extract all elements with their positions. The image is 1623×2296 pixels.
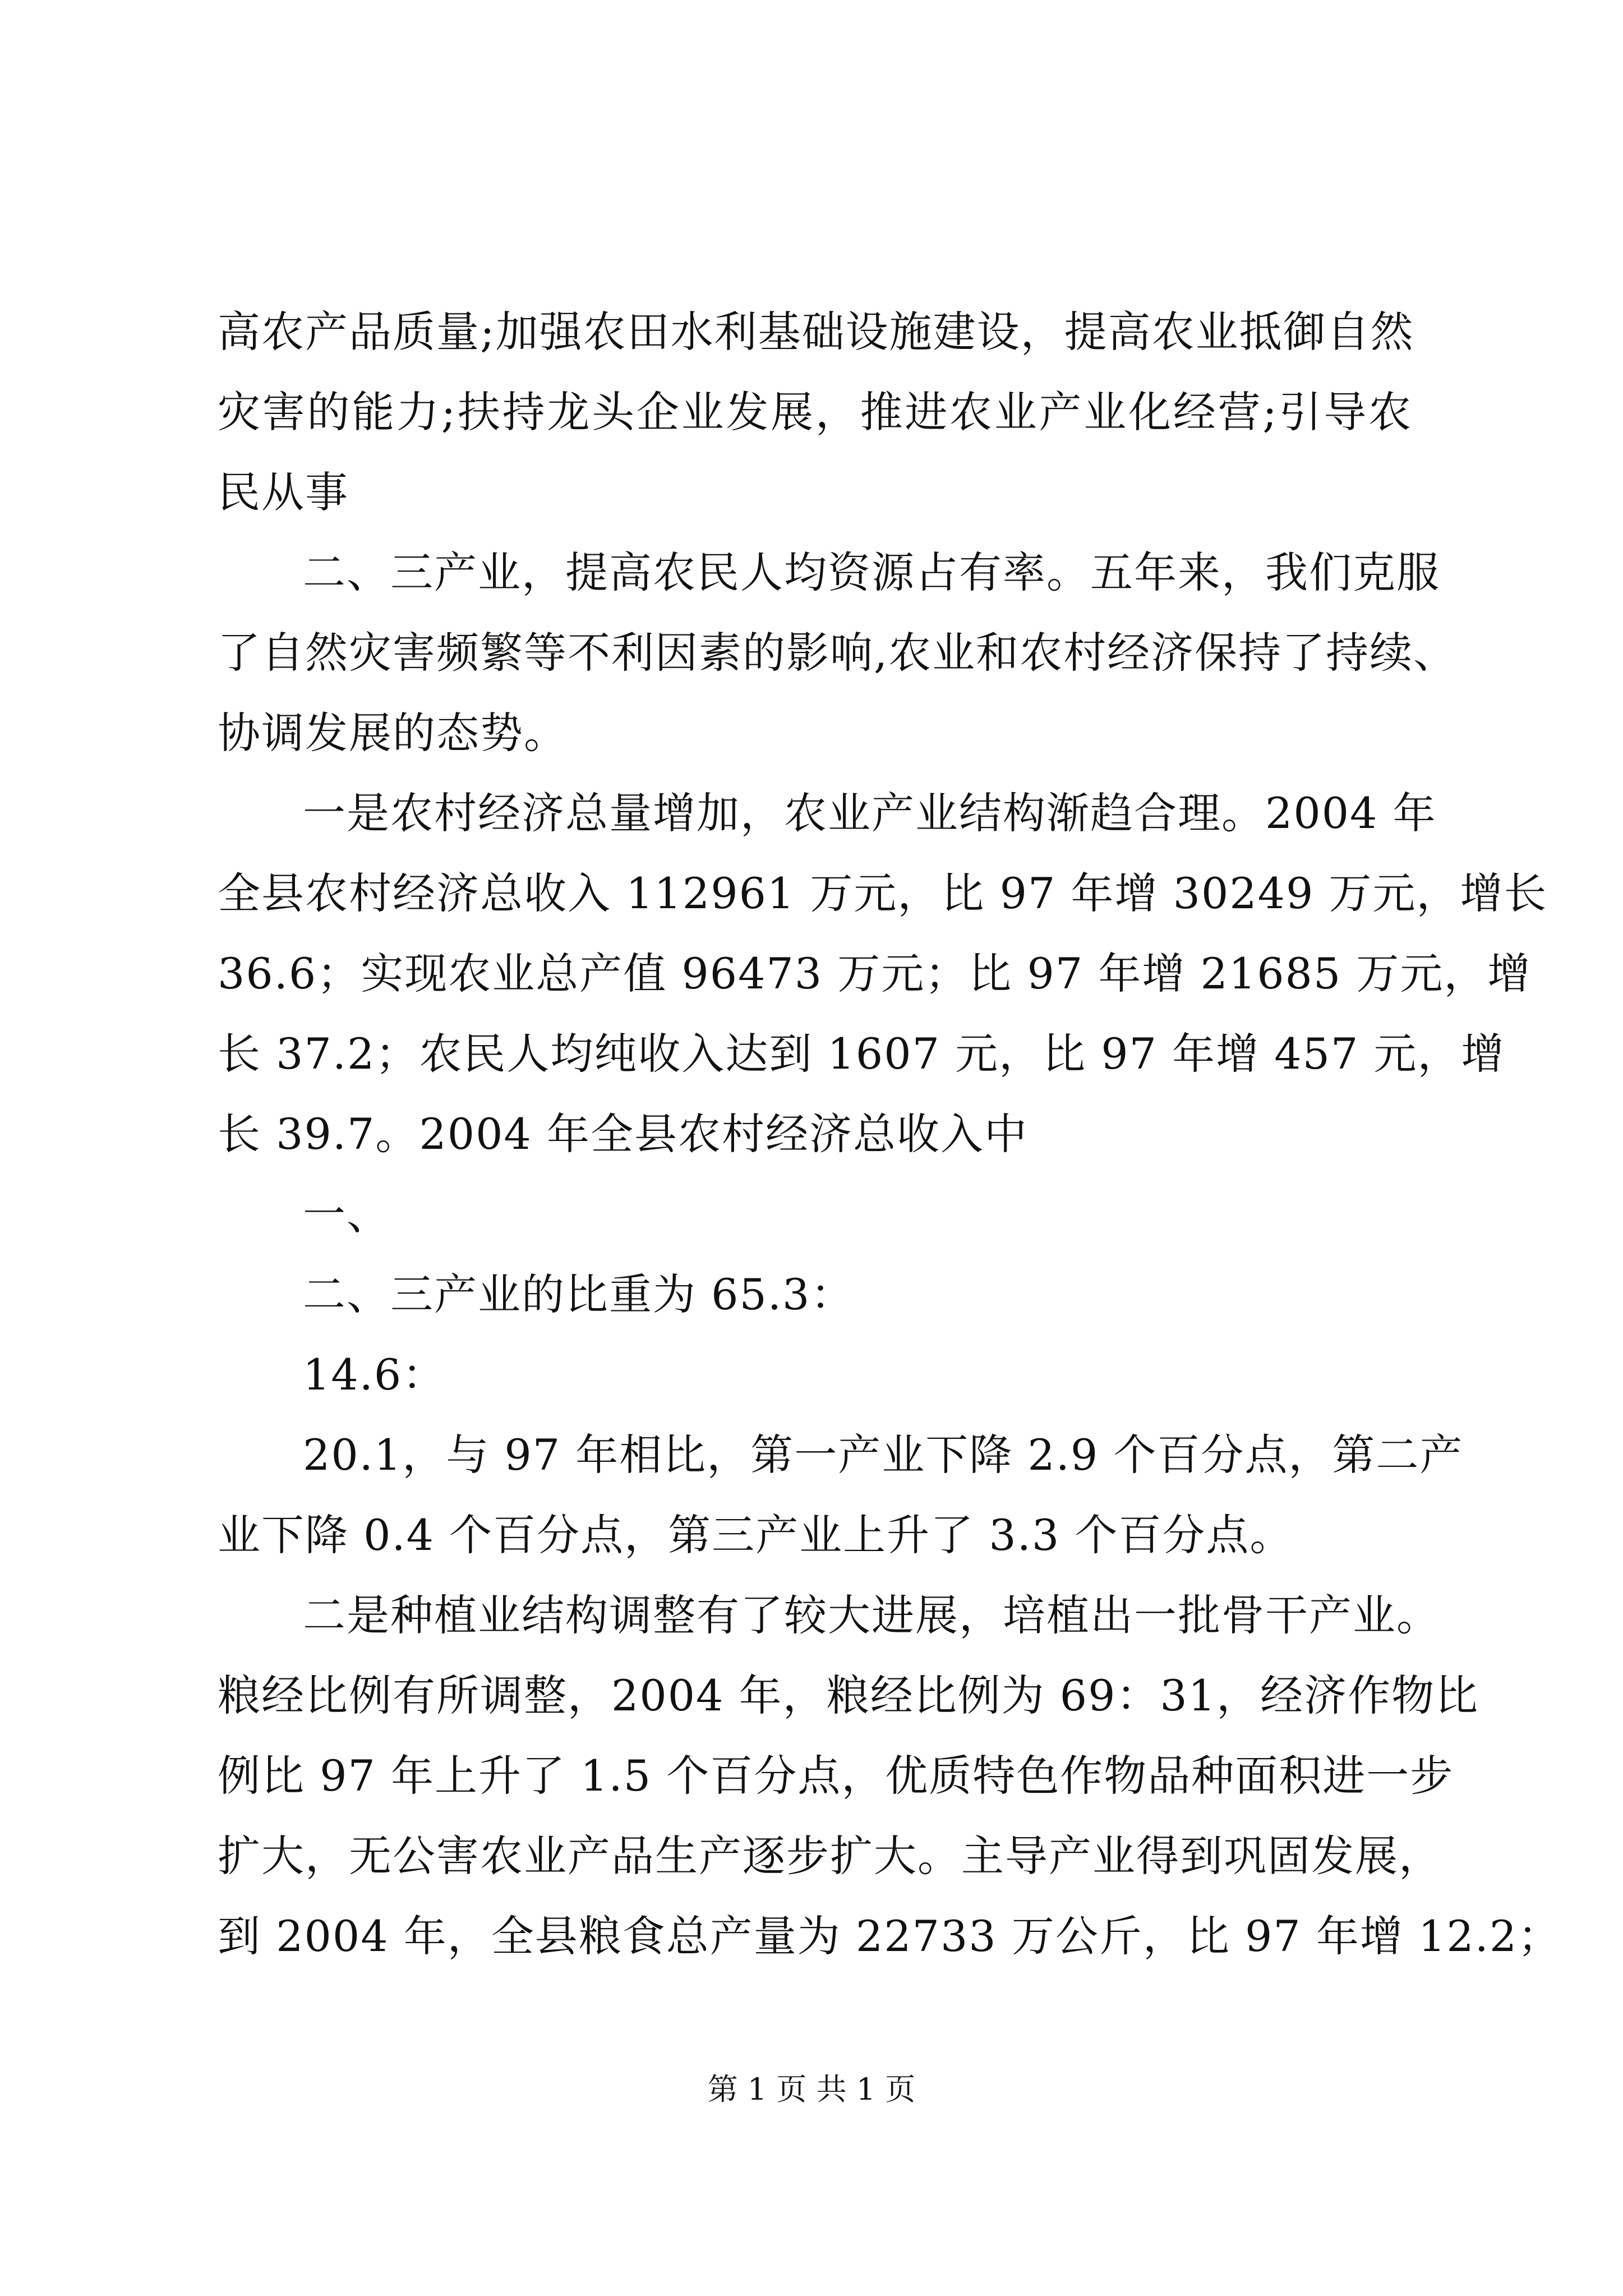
text-line: 14.6： — [303, 1350, 446, 1400]
text-line: 高农产品质量;加强农田水利基础设施建设，提高农业抵御自然 — [218, 307, 1414, 357]
text-line: 36.6；实现农业总产值 96473 万元；比 97 年增 21685 万元，增 — [218, 949, 1532, 999]
text-line: 例比 97 年上升了 1.5 个百分点，优质特色作物品种面积进一步 — [218, 1751, 1454, 1801]
document-body — [218, 292, 1562, 1976]
text-line: 灾害的能力;扶持龙头企业发展，推进农业产业化经营;引导农 — [218, 387, 1412, 437]
text-line: 二、三产业的比重为 65.3： — [303, 1269, 855, 1319]
text-line: 业下降 0.4 个百分点，第三产业上升了 3.3 个百分点。 — [218, 1510, 1294, 1560]
text-line: 粮经比例有所调整，2004 年，粮经比例为 69：31，经济作物比 — [218, 1671, 1479, 1720]
text-line: 二、三产业，提高农民人均资源占有率。五年来，我们克服 — [303, 547, 1440, 597]
text-line: 了自然灾害频繁等不利因素的影响,农业和农村经济保持了持续、 — [218, 628, 1458, 678]
text-line: 20.1，与 97 年相比，第一产业下降 2.9 个百分点，第二产 — [303, 1430, 1464, 1480]
text-line: 一、 — [303, 1189, 390, 1239]
text-line: 二是种植业结构调整有了较大进展，培植出一批骨干产业。 — [303, 1590, 1440, 1640]
text-line: 民从事 — [218, 467, 349, 517]
text-line: 一是农村经济总量增加，农业产业结构渐趋合理。2004 年 — [303, 788, 1437, 838]
text-line: 协调发展的态势。 — [218, 708, 568, 758]
text-line: 全县农村经济总收入 112961 万元，比 97 年增 30249 万元，增长 — [218, 868, 1548, 918]
text-line: 长 37.2；农民人均纯收入达到 1607 元，比 97 年增 457 元，增 — [218, 1029, 1505, 1079]
text-line: 到 2004 年，全县粮食总产量为 22733 万公斤，比 97 年增 12.2； — [218, 1911, 1562, 1961]
text-line: 扩大，无公害农业产品生产逐步扩大。主导产业得到巩固发展， — [218, 1831, 1442, 1881]
text-line: 长 39.7。2004 年全县农村经济总收入中 — [218, 1109, 1028, 1159]
page-footer: 第 1 页 共 1 页 — [707, 2072, 916, 2107]
